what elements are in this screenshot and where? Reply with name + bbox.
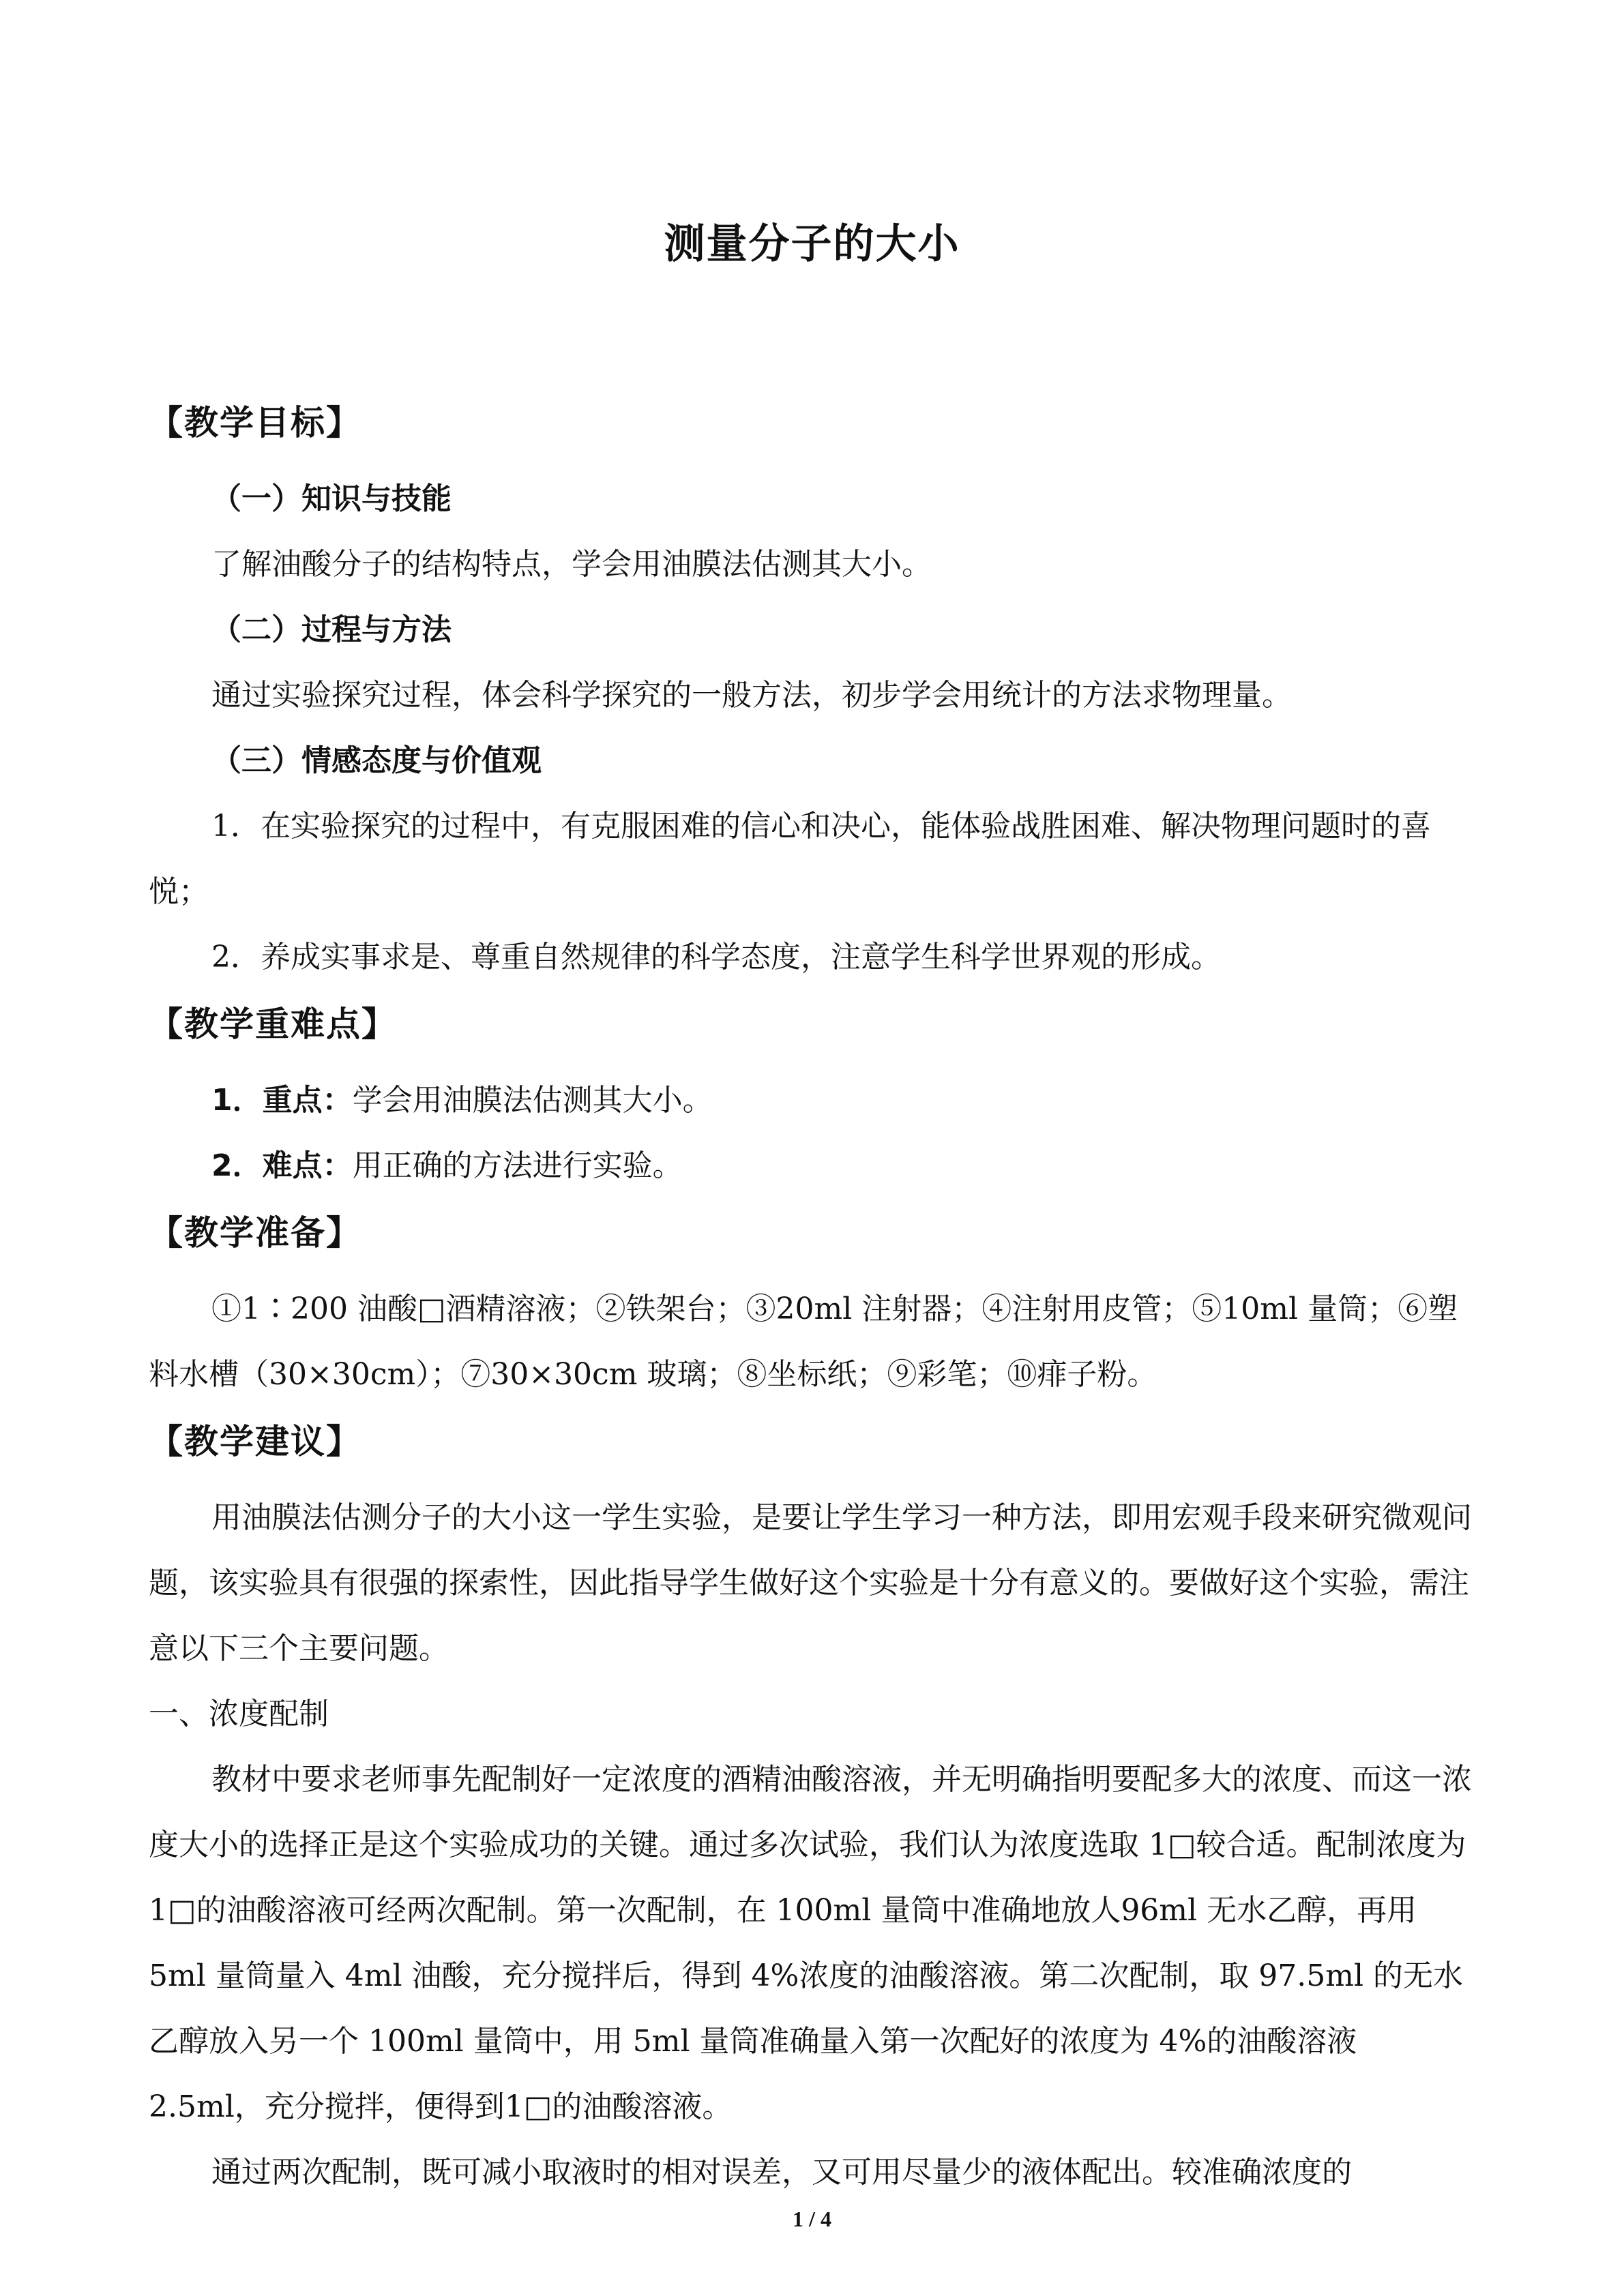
paragraph-preparation: ①1∶200 油酸□酒精溶液；②铁架台；③20ml 注射器；④注射用皮管；⑤10ml 量筒；⑥塑料水槽（30×30cm）；⑦30×30cm 玻璃；⑧坐标纸；⑨彩笔；⑩痱子粉。 bbox=[149, 1292, 1458, 1392]
subheading-attitude-values: （三）情感态度与价值观 bbox=[211, 743, 542, 778]
subheading-knowledge-skills: （一）知识与技能 bbox=[211, 481, 452, 516]
subheading-process-method: （二）过程与方法 bbox=[211, 612, 452, 647]
paragraph-attitude-item-2: 2．养成实事求是、尊重自然规律的科学态度，注意学生科学世界观的形成。 bbox=[211, 940, 1221, 974]
page-number: 1 / 4 bbox=[793, 2207, 831, 2231]
paragraph-knowledge-skills: 了解油酸分子的结构特点，学会用油膜法估测其大小。 bbox=[211, 547, 932, 582]
heading-preparation: 【教学准备】 bbox=[149, 1213, 361, 1253]
key-point-text-1: 学会用油膜法估测其大小。 bbox=[352, 1083, 713, 1118]
paragraph-two-step-mixing: 通过两次配制，既可减小取液时的相对误差，又可用尽量少的液体配出。较准确浓度的 bbox=[211, 2155, 1352, 2190]
page-title: 测量分子的大小 bbox=[664, 220, 960, 268]
key-point-label-2: 2．难点： bbox=[211, 1148, 353, 1183]
heading-suggestions: 【教学建议】 bbox=[149, 1422, 361, 1461]
paragraph-attitude-item-1: 1．在实验探究的过程中，有克服困难的信心和决心，能体验战胜困难、解决物理问题时的喜悦； bbox=[149, 809, 1431, 909]
subheading-concentration: 一、浓度配制 bbox=[149, 1697, 329, 1731]
key-point-text-2: 用正确的方法进行实验。 bbox=[352, 1148, 683, 1183]
key-point-item-1 bbox=[149, 1068, 1475, 1133]
heading-key-points: 【教学重难点】 bbox=[149, 1004, 397, 1044]
paragraph-suggestions-intro: 用油膜法估测分子的大小这一学生实验，是要让学生学习一种方法，即用宏观手段来研究微观问题，该实验具有很强的探索性，因此指导学生做好这个实验是十分有意义的。要做好这个实验，需注意以下三个主要问题。 bbox=[149, 1500, 1472, 1666]
paragraph-concentration: 教材中要求老师事先配制好一定浓度的酒精油酸溶液，并无明确指明要配多大的浓度、而这一浓度大小的选择正是这个实验成功的关键。通过多次试验，我们认为浓度选取 1□较合适。配制浓度为1□的油酸溶液可经两次配制。第一次配制，在 100ml 量筒中准确地放人96ml 无水乙醇，再用 5ml 量筒量入 4ml 油酸，充分搅拌后，得到 4%浓度的油酸溶液。第二次配制，取 97.5ml 的无水乙醇放入另一个 100ml 量筒中，用 5ml 量筒准确量入第一次配好的浓度为 4%的油酸溶液 2.5ml，充分搅拌，便得到1□的油酸溶液。 bbox=[149, 1762, 1472, 2124]
paragraph-process-method: 通过实验探究过程，体会科学探究的一般方法，初步学会用统计的方法求物理量。 bbox=[211, 678, 1292, 713]
document-body bbox=[0, 389, 1624, 2205]
key-point-item-2 bbox=[149, 1133, 1475, 1199]
key-point-label-1: 1．重点： bbox=[211, 1083, 353, 1118]
heading-objectives: 【教学目标】 bbox=[149, 403, 361, 443]
